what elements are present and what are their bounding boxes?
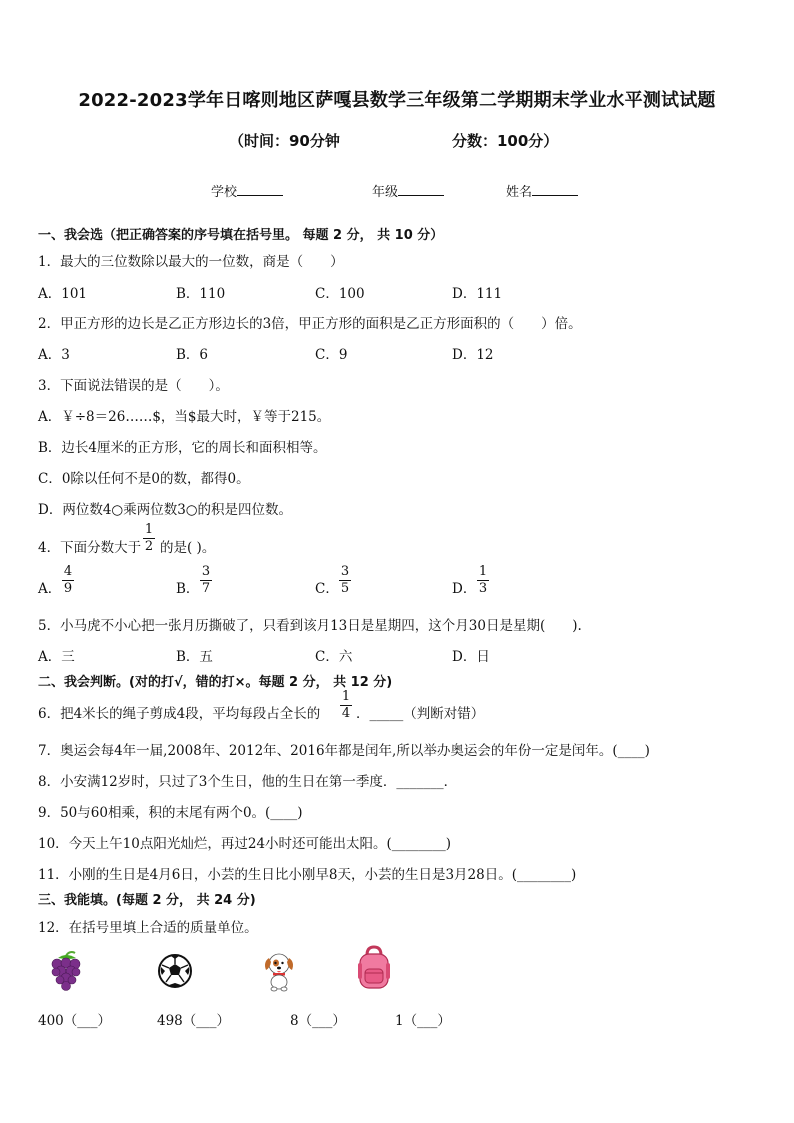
question-11: 11．小刚的生日是4月6日，小芸的生日比小刚早8天，小芸的生日是3月28日。(________) [38, 867, 577, 883]
q6-frac-den: 4 [341, 706, 351, 721]
q1-option-a[interactable]: A．101 [38, 286, 88, 302]
section3-heading: 三、我能填。(每题 2 分， 共 24 分) [38, 893, 256, 908]
q4-fraction-half [143, 523, 155, 554]
q6-frac-num: 1 [341, 689, 351, 704]
question-6-prefix: 6．把4米长的绳子剪成4段，平均每段占全长的 [38, 706, 321, 722]
q4-option-b-label[interactable]: B． [176, 581, 200, 597]
q4-b-den: 7 [201, 581, 211, 596]
q2-option-c[interactable]: C．9 [315, 347, 348, 363]
question-6-suffix: ．_____（判断对错） [356, 706, 485, 722]
q4-c-den: 5 [340, 581, 350, 596]
q4-d-num: 1 [478, 564, 488, 579]
question-1: 1．最大的三位数除以最大的一位数，商是（ ） [38, 254, 344, 270]
q4-option-d-label[interactable]: D． [452, 581, 477, 597]
exam-score: 分数：100分） [452, 132, 559, 150]
grapes-icon [48, 950, 84, 994]
q2-option-d[interactable]: D．12 [452, 347, 494, 363]
q4-option-a-fraction[interactable] [62, 565, 74, 596]
section1-heading: 一、我会选（把正确答案的序号填在括号里。 每题 2 分， 共 10 分） [38, 228, 444, 243]
q2-option-a[interactable]: A．3 [38, 347, 70, 363]
q4-b-num: 3 [201, 564, 211, 579]
q3-option-c[interactable]: C．0除以任何不是0的数，都得0。 [38, 471, 250, 487]
name-field[interactable] [506, 181, 578, 200]
name-blank [532, 183, 578, 196]
q4-a-num: 4 [63, 564, 73, 579]
school-label: 学校 [211, 185, 238, 200]
q5-option-d[interactable]: D．日 [452, 649, 490, 665]
q4-frac-num: 1 [144, 522, 154, 537]
puppy-icon [263, 950, 295, 992]
question-4-suffix: 的是( )。 [160, 540, 216, 556]
grade-label: 年级 [372, 185, 399, 200]
name-label: 姓名 [506, 185, 533, 200]
q1-option-c[interactable]: C．100 [315, 286, 365, 302]
backpack-icon [356, 945, 392, 991]
q12-item-grapes[interactable]: 400（___） [38, 1013, 112, 1029]
question-8: 8．小安满12岁时，只过了3个生日，他的生日在第一季度．_______． [38, 774, 458, 790]
school-blank [237, 183, 283, 196]
q1-option-d[interactable]: D．111 [452, 286, 503, 302]
q3-option-d[interactable]: D．两位数4○乘两位数3○的积是四位数。 [38, 502, 293, 518]
q4-option-c-label[interactable]: C． [315, 581, 339, 597]
q3-option-a[interactable]: A．￥÷8＝26……$，当$最大时，￥等于215。 [38, 409, 331, 425]
q4-option-c-fraction[interactable] [339, 565, 351, 596]
q4-d-den: 3 [478, 581, 488, 596]
page-title: 2022-2023学年日喀则地区萨嘎县数学三年级第二学期期末学业水平测试试题 [78, 90, 716, 111]
q12-item-puppy[interactable]: 8（___） [290, 1013, 346, 1029]
q2-option-b[interactable]: B．6 [176, 347, 209, 363]
q5-option-b[interactable]: B．五 [176, 649, 213, 665]
section2-heading: 二、我会判断。(对的打√，错的打×。每题 2 分， 共 12 分) [38, 675, 393, 690]
question-7: 7．奥运会每4年一届,2008年、2012年、2016年都是闰年,所以举办奥运会的年份一定是闰年。(____) [38, 743, 650, 759]
q12-item-ball[interactable]: 498（___） [157, 1013, 231, 1029]
question-4-prefix: 4．下面分数大于 [38, 540, 142, 556]
q6-fraction-quarter [340, 690, 352, 721]
q5-option-c[interactable]: C．六 [315, 649, 353, 665]
q4-option-d-fraction[interactable] [477, 565, 489, 596]
q12-item-backpack[interactable]: 1（___） [395, 1013, 451, 1029]
q4-c-num: 3 [340, 564, 350, 579]
school-field[interactable] [211, 181, 283, 200]
question-5: 5．小马虎不小心把一张月历撕破了，只看到该月13日是星期四，这个月30日是星期( ). [38, 618, 582, 634]
q4-frac-den: 2 [144, 539, 154, 554]
grade-field[interactable] [372, 181, 444, 200]
q5-option-a[interactable]: A．三 [38, 649, 75, 665]
question-10: 10．今天上午10点阳光灿烂，再过24小时还可能出太阳。(________) [38, 836, 452, 852]
question-3: 3．下面说法错误的是（ ）。 [38, 378, 229, 394]
soccer-ball-icon [157, 953, 193, 989]
q4-option-a-label[interactable]: A． [38, 581, 62, 597]
grade-blank [398, 183, 444, 196]
q4-option-b-fraction[interactable] [200, 565, 212, 596]
question-12: 12．在括号里填上合适的质量单位。 [38, 920, 258, 936]
question-2: 2．甲正方形的边长是乙正方形边长的3倍，甲正方形的面积是乙正方形面积的（ ）倍。 [38, 316, 582, 332]
q3-option-b[interactable]: B．边长4厘米的正方形，它的周长和面积相等。 [38, 440, 327, 456]
question-9: 9．50与60相乘，积的末尾有两个0。(____) [38, 805, 303, 821]
q1-option-b[interactable]: B．110 [176, 286, 226, 302]
q4-a-den: 9 [63, 581, 73, 596]
exam-time: （时间：90分钟 [229, 132, 340, 150]
